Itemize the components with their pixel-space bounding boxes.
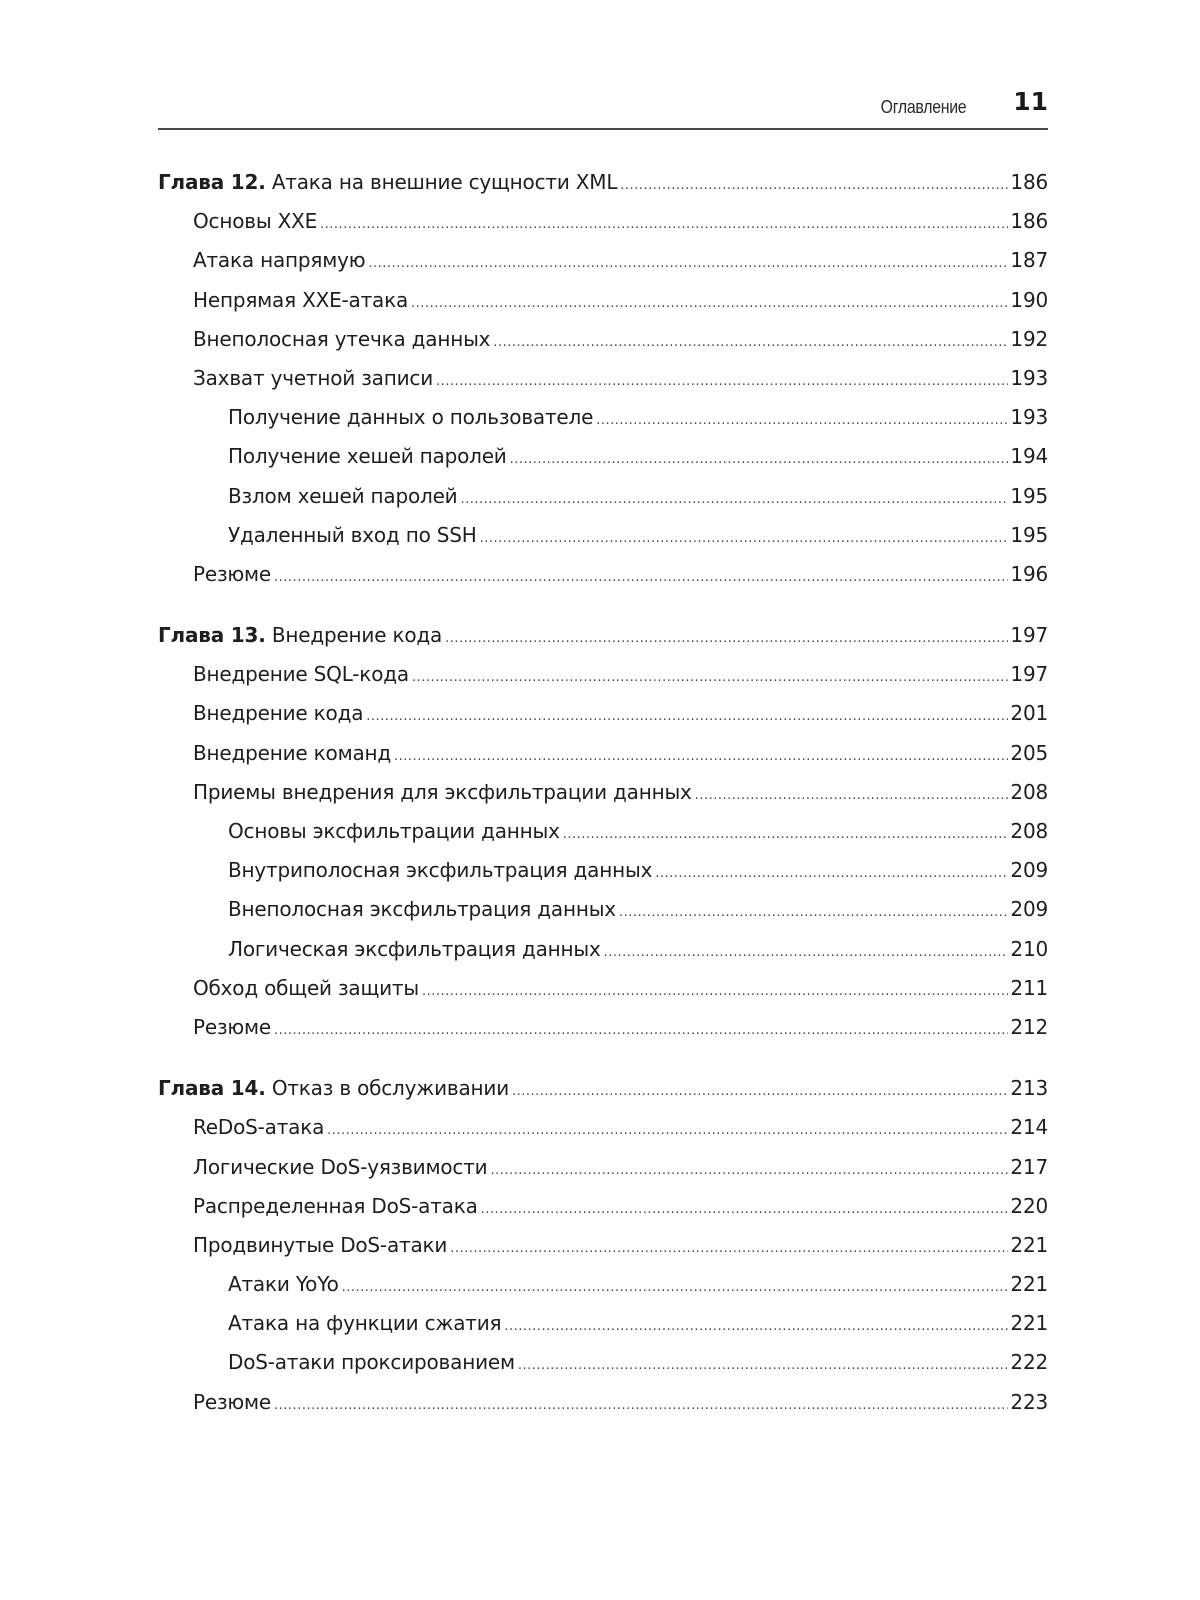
toc-entry-title: Получение хешей паролей	[228, 444, 507, 469]
toc-chapter-heading[interactable]	[158, 1076, 1048, 1115]
toc-page-number: 186	[1010, 170, 1048, 194]
toc-page-number: 221	[1010, 1272, 1048, 1297]
toc-page-number: 209	[1010, 897, 1048, 922]
toc-subsection[interactable]	[158, 937, 1048, 976]
toc-section[interactable]	[158, 209, 1048, 248]
toc-page-number: 197	[1010, 623, 1048, 648]
dot-leader	[366, 709, 1008, 724]
toc-chapter-heading[interactable]	[158, 170, 1048, 209]
dot-leader	[510, 452, 1009, 467]
toc-entry-title: Атака на функции сжатия	[228, 1311, 502, 1336]
toc-subsection[interactable]	[158, 523, 1048, 562]
toc-page-number: 205	[1010, 740, 1048, 765]
dot-leader	[436, 374, 1008, 389]
dot-leader	[342, 1280, 1009, 1295]
dot-leader	[695, 788, 1009, 803]
chapter-title: Атака на внешние сущности XML	[271, 170, 618, 194]
dot-leader	[274, 570, 1008, 585]
toc-subsection[interactable]	[158, 858, 1048, 897]
toc-entry-title: Основы XXE	[193, 209, 318, 234]
toc-entry-title: Непрямая XXE-атака	[193, 287, 409, 312]
dot-leader	[320, 217, 1008, 232]
toc-section[interactable]	[158, 1194, 1048, 1233]
toc-entry-title: Приемы внедрения для эксфильтрации данных	[193, 779, 692, 804]
toc-page-number: 197	[1010, 662, 1048, 687]
dot-leader	[450, 1241, 1008, 1256]
dot-leader	[504, 1319, 1008, 1334]
chapter-title: Внедрение кода	[271, 623, 443, 648]
toc-section[interactable]	[158, 1233, 1048, 1272]
toc-section[interactable]	[158, 741, 1048, 780]
toc-entry-title: Внедрение команд	[193, 740, 392, 765]
toc-entry-title: Внутриполосная эксфильтрация данных	[228, 858, 653, 883]
toc-subsection[interactable]	[158, 1272, 1048, 1311]
toc-page-number: 190	[1010, 287, 1048, 312]
toc-page-number: 210	[1010, 936, 1048, 961]
toc-section[interactable]	[158, 288, 1048, 327]
dot-leader	[368, 256, 1008, 271]
dot-leader	[274, 1398, 1008, 1413]
chapter-title: Отказ в обслуживании	[271, 1076, 509, 1101]
page-number: 11	[1013, 87, 1048, 116]
dot-leader	[490, 1163, 1008, 1178]
toc-page-number: 195	[1010, 483, 1048, 508]
toc-subsection[interactable]	[158, 819, 1048, 858]
toc-entry-title: Обход общей защиты	[193, 975, 419, 1000]
toc-entry-title: Логические DoS-уязвимости	[193, 1154, 488, 1179]
toc-chapter	[158, 623, 1048, 1054]
dot-leader	[596, 413, 1008, 428]
toc-entry-title: Удаленный вход по SSH	[228, 522, 477, 547]
chapter-label: Глава 14.	[158, 1076, 266, 1101]
table-of-contents	[158, 170, 1048, 1451]
dot-leader	[481, 1202, 1009, 1217]
dot-leader	[274, 1023, 1008, 1038]
toc-page-number: 214	[1010, 1115, 1048, 1140]
toc-page-number: 186	[1010, 209, 1048, 234]
toc-page-number: 194	[1010, 444, 1048, 469]
toc-section[interactable]	[158, 562, 1048, 601]
toc-page-number: 220	[1010, 1193, 1048, 1218]
dot-leader	[518, 1358, 1009, 1373]
chapter-label: Глава 13.	[158, 623, 266, 648]
toc-entry-title: ReDoS-атака	[193, 1115, 325, 1140]
toc-section[interactable]	[158, 327, 1048, 366]
toc-entry-title: Взлом хешей паролей	[228, 483, 458, 508]
toc-entry-title: Атака напрямую	[193, 248, 366, 273]
toc-page-number: 208	[1010, 779, 1048, 804]
dot-leader	[619, 905, 1008, 920]
toc-entry-title: Резюме	[193, 1389, 272, 1414]
dot-leader	[394, 749, 1008, 764]
dot-leader	[412, 670, 1009, 685]
toc-entry-title: Внедрение кода	[193, 701, 364, 726]
toc-page-number: 221	[1010, 1311, 1048, 1336]
chapter-label: Глава 12.	[158, 170, 266, 194]
toc-page-number: 196	[1010, 561, 1048, 586]
dot-leader	[411, 296, 1008, 311]
dot-leader	[604, 945, 1009, 960]
toc-section[interactable]	[158, 701, 1048, 740]
dot-leader	[445, 631, 1008, 646]
toc-page-number: 208	[1010, 819, 1048, 843]
toc-subsection[interactable]	[158, 484, 1048, 523]
dot-leader	[327, 1123, 1008, 1138]
toc-entry-title: Резюме	[193, 561, 272, 586]
toc-chapter	[158, 1076, 1048, 1429]
toc-section[interactable]	[158, 780, 1048, 819]
dot-leader	[422, 984, 1008, 999]
toc-subsection[interactable]	[158, 1311, 1048, 1350]
toc-subsection[interactable]	[158, 1350, 1048, 1389]
toc-page-number: 212	[1010, 1014, 1048, 1039]
toc-chapter-heading[interactable]	[158, 623, 1048, 662]
toc-entry-title: Внеполосная эксфильтрация данных	[228, 897, 616, 922]
toc-page-number: 209	[1010, 858, 1048, 883]
toc-page-number: 192	[1010, 326, 1048, 351]
dot-leader	[563, 827, 1009, 842]
toc-chapter-title	[158, 623, 442, 647]
toc-page-number: 213	[1010, 1076, 1048, 1101]
toc-page-number: 193	[1010, 365, 1048, 390]
toc-entry-title: Внедрение SQL-кода	[193, 662, 409, 687]
toc-subsection[interactable]	[158, 405, 1048, 444]
toc-page-number: 195	[1010, 522, 1048, 547]
toc-entry-title: Получение данных о пользователе	[228, 405, 594, 430]
toc-section[interactable]	[158, 248, 1048, 287]
dot-leader	[493, 335, 1008, 350]
toc-entry-title: DoS-атаки проксированием	[228, 1350, 515, 1375]
running-head: Оглавление	[880, 97, 966, 117]
toc-page-number: 221	[1010, 1232, 1048, 1257]
toc-entry-title: Распределенная DoS-атака	[193, 1193, 478, 1218]
toc-entry-title: Продвинутые DoS-атаки	[193, 1232, 448, 1257]
toc-entry-title: Внеполосная утечка данных	[193, 326, 491, 351]
dot-leader	[460, 492, 1008, 507]
toc-entry-title: Захват учетной записи	[193, 365, 433, 390]
toc-section[interactable]	[158, 1015, 1048, 1054]
page-header	[158, 82, 1048, 130]
dot-leader	[620, 178, 1008, 193]
toc-section[interactable]	[158, 366, 1048, 405]
dot-leader	[480, 531, 1009, 546]
toc-subsection[interactable]	[158, 897, 1048, 936]
toc-section[interactable]	[158, 1115, 1048, 1154]
toc-page-number: 193	[1010, 405, 1048, 430]
toc-page-number: 211	[1010, 975, 1048, 1000]
toc-section[interactable]	[158, 976, 1048, 1015]
toc-chapter	[158, 170, 1048, 601]
toc-page-number: 222	[1010, 1350, 1048, 1375]
toc-entry-title: Логическая эксфильтрация данных	[228, 936, 601, 961]
toc-section[interactable]	[158, 1390, 1048, 1429]
toc-page-number: 217	[1010, 1154, 1048, 1179]
toc-entry-title: Атаки YoYo	[228, 1272, 339, 1297]
toc-entry-title: Резюме	[193, 1014, 272, 1039]
toc-page-number: 201	[1010, 701, 1048, 726]
toc-subsection[interactable]	[158, 444, 1048, 483]
toc-entry-title: Основы эксфильтрации данных	[228, 819, 560, 843]
toc-chapter-title	[158, 1076, 509, 1100]
toc-section[interactable]	[158, 662, 1048, 701]
toc-chapter-title	[158, 170, 617, 194]
dot-leader	[512, 1084, 1008, 1099]
dot-leader	[655, 866, 1008, 881]
toc-page-number: 187	[1010, 248, 1048, 273]
toc-section[interactable]	[158, 1155, 1048, 1194]
toc-page-number: 223	[1010, 1389, 1048, 1414]
